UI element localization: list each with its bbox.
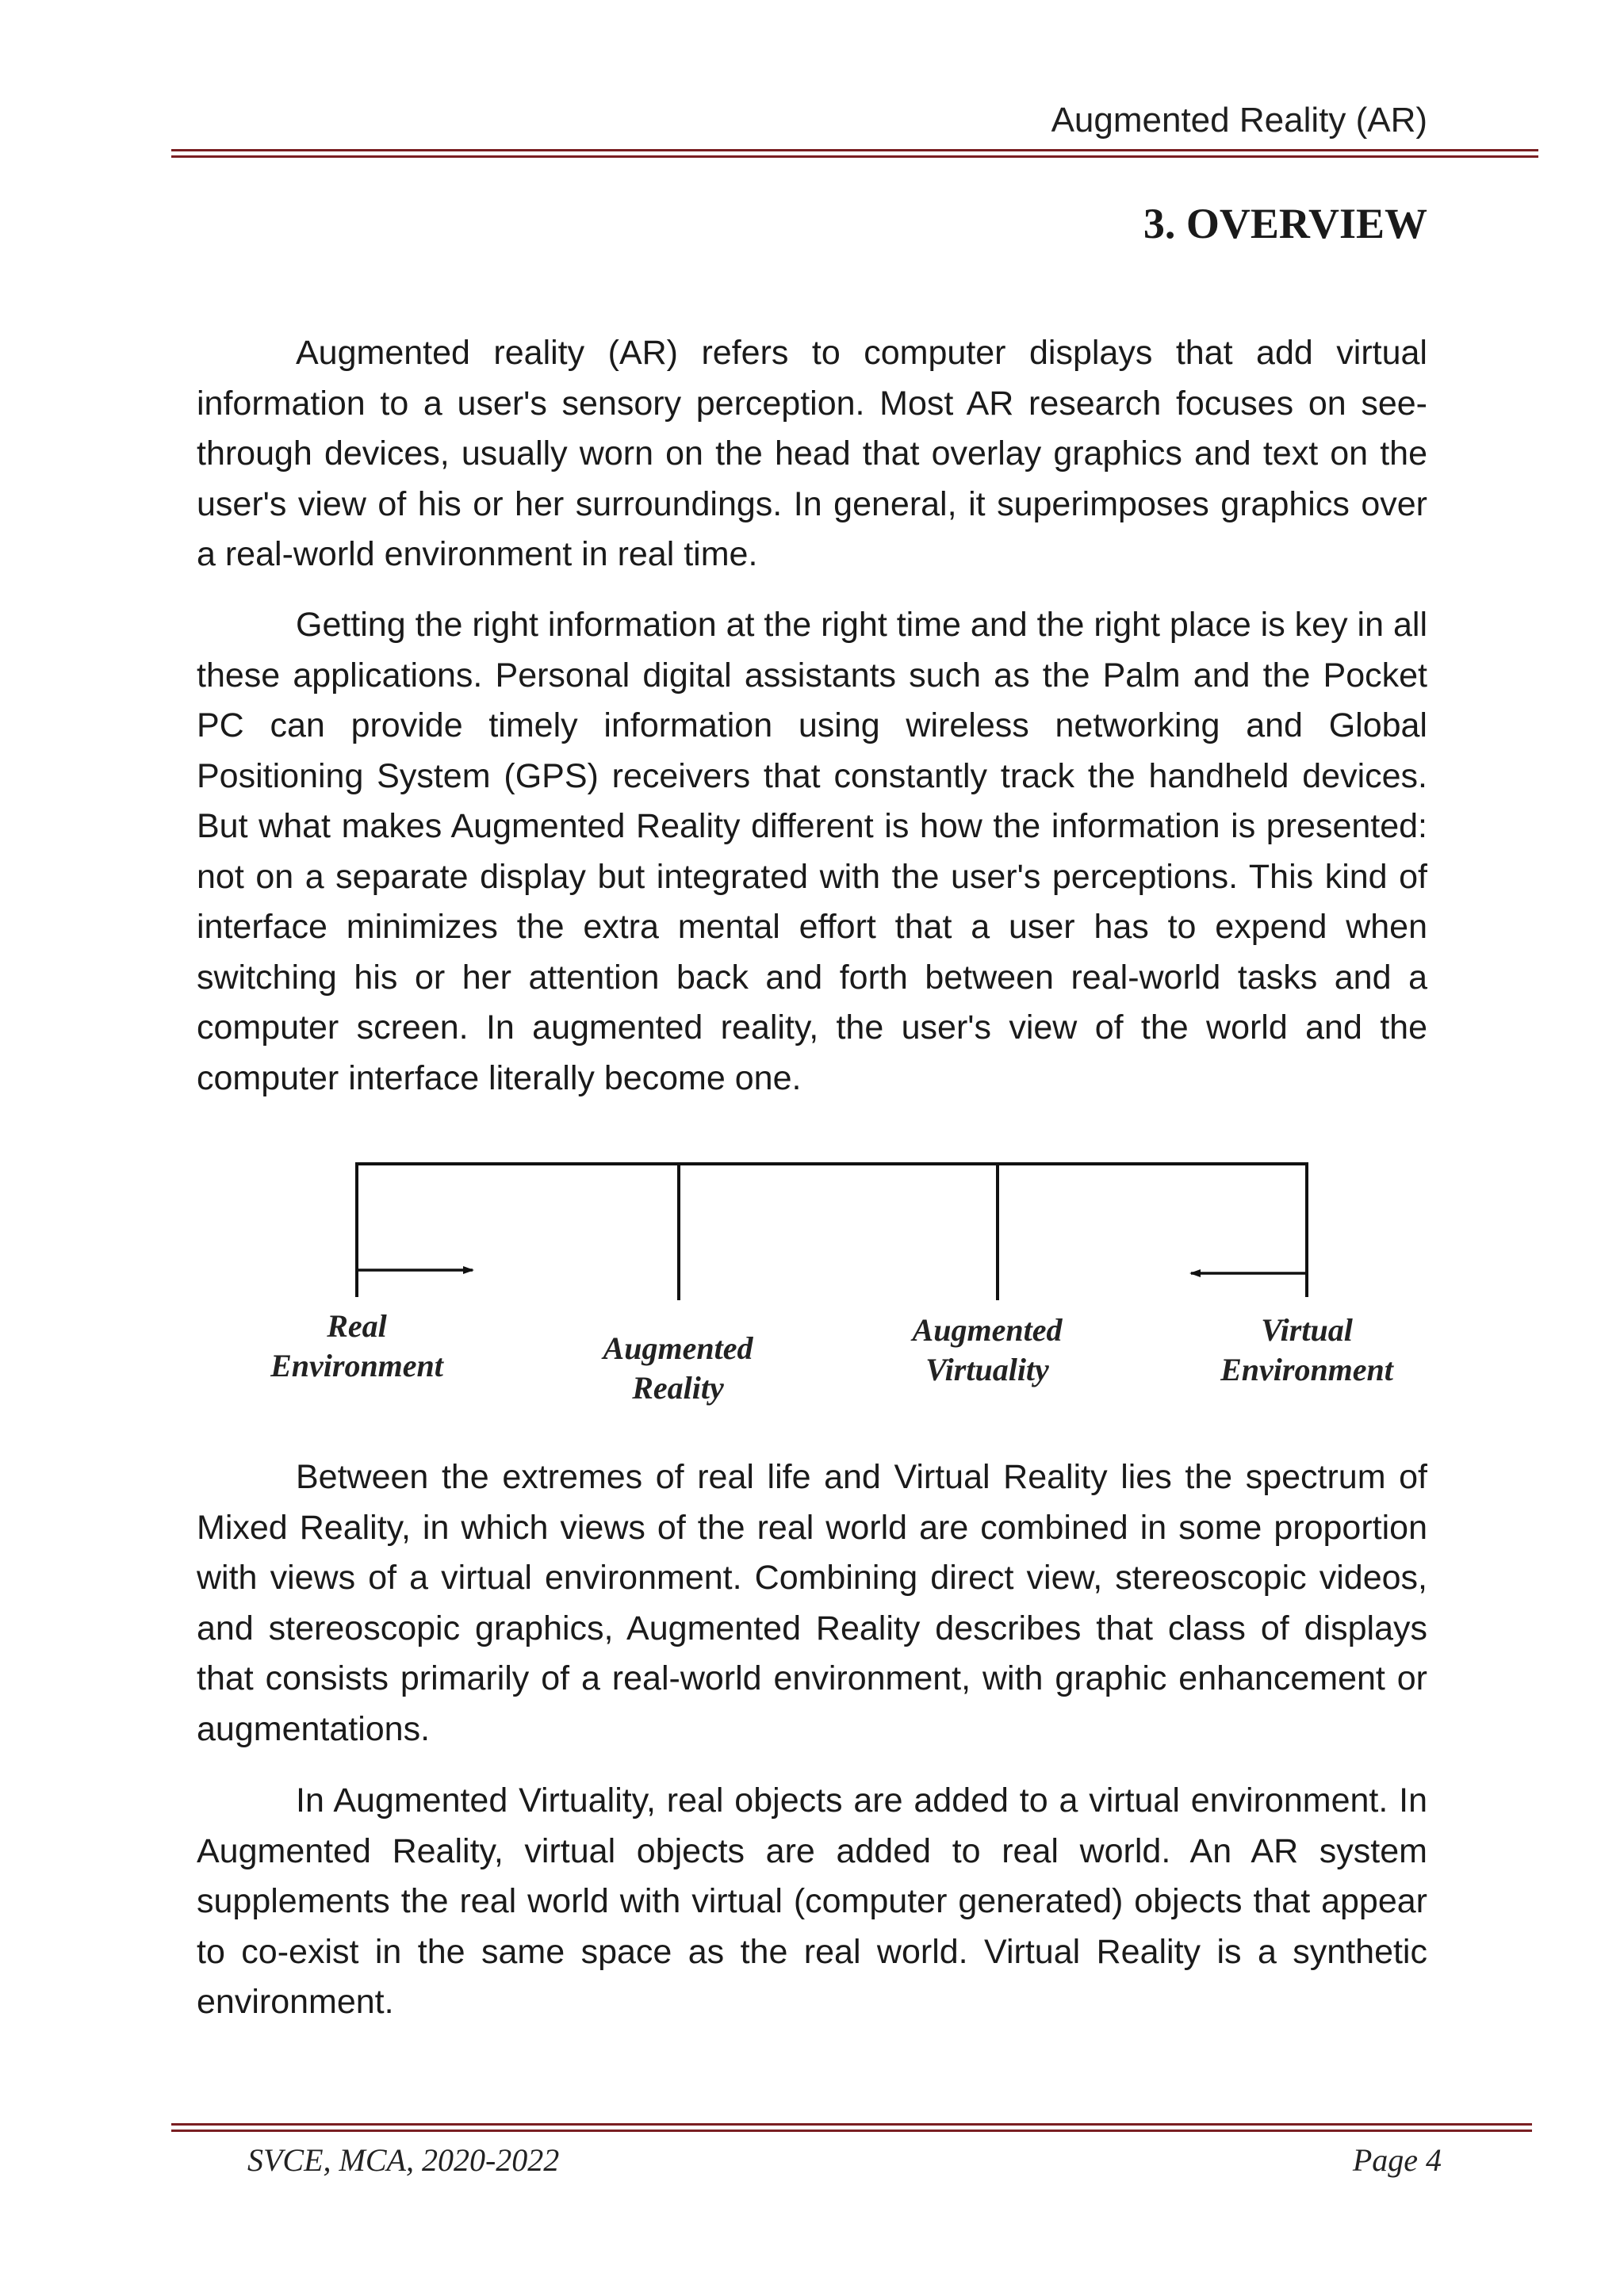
label-virtual-line2: Environment bbox=[1220, 1352, 1393, 1387]
paragraph-1: Augmented reality (AR) refers to computer displays that add virtual information to a user's sensory perception. Most AR research focuses on see-through devices, usually worn on the head that overlay graphics and text on the user's view of his or her surroundings. In general, it superimposes graphics over a real-world environment in real time. bbox=[197, 334, 1427, 573]
header-rule-top bbox=[171, 149, 1538, 151]
label-real-line2: Environment bbox=[270, 1348, 443, 1383]
paragraph-2: Getting the right information at the right time and the right place is key in all these applications. Personal digital assistants such as the Palm and the Pocket PC can provide timely information using wireless networking and Global Positioning System (GPS) receivers that constantly track the handheld devices. But what makes Augmented Reality different is how the information is presented: not on a separate display but integrated with the user's perceptions. This kind of interface minimizes the extra mental effort that a user has to expend when switching his or her attention back and forth between real-world tasks and a computer screen. In augmented reality, the user's view of the world and the computer interface literally become one. bbox=[197, 606, 1427, 1097]
footer-institution: SVCE, MCA, 2020-2022 bbox=[247, 2142, 560, 2178]
paragraph-3: Between the extremes of real life and Virtual Reality lies the spectrum of Mixed Reality, in which views of the real world are combined in some proportion with views of a virtual environment. Combining direct view, stereoscopic videos, and stereoscopic graphics, Augmented Reality describes that class of displays that consists primarily of a real-world environment, with graphic enhancement or augmentations. bbox=[197, 1458, 1427, 1748]
label-av-line1: Augmented bbox=[912, 1312, 1063, 1348]
label-virtual-line1: Virtual bbox=[1261, 1312, 1353, 1348]
reality-virtuality-continuum-diagram bbox=[238, 1150, 1427, 1419]
label-augmented-reality bbox=[575, 1329, 781, 1408]
section-heading: 3. OVERVIEW bbox=[1143, 200, 1427, 247]
label-ar-line2: Reality bbox=[632, 1370, 724, 1406]
label-real-environment bbox=[254, 1307, 460, 1386]
footer-page-number: Page 4 bbox=[1352, 2142, 1442, 2178]
paragraph-4: In Augmented Virtuality, real objects are added to a virtual environment. In Augmented Reality, virtual objects are added to real world. An AR system supplements the real world with virtual (computer generated) objects that appear to co-exist in the same space as the real world. Virtual Reality is a synthetic environment. bbox=[197, 1781, 1427, 2021]
label-ar-line1: Augmented bbox=[603, 1330, 753, 1366]
header-rule-bottom bbox=[171, 155, 1538, 158]
footer-rule-top bbox=[171, 2123, 1532, 2126]
label-av-line2: Virtuality bbox=[925, 1352, 1049, 1387]
footer-rule-bottom bbox=[171, 2130, 1532, 2132]
label-augmented-virtuality bbox=[884, 1311, 1090, 1390]
running-header-title: Augmented Reality (AR) bbox=[1051, 101, 1427, 140]
label-virtual-environment bbox=[1196, 1311, 1418, 1390]
label-real-line1: Real bbox=[327, 1308, 387, 1344]
